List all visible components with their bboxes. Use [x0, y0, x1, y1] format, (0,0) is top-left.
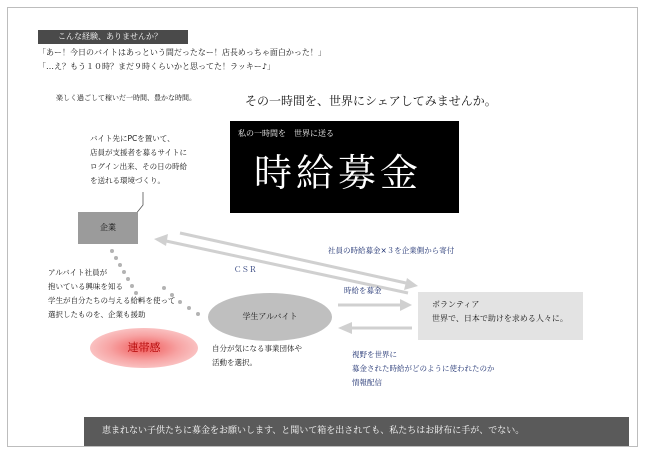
company-node: 企業 [78, 212, 138, 244]
volunteer-title: ボランティア [432, 300, 480, 309]
question-tab: こんな経験、ありませんか？ [38, 30, 188, 44]
note-line: 活動を選択。 [212, 358, 257, 367]
title-main: 時給募金 [254, 151, 423, 195]
slide [7, 7, 638, 447]
company-note [90, 132, 187, 188]
company-donation-label: 社員の時給募金×３を企業側から寄付 [328, 246, 455, 255]
note-line: 視野を世界に [352, 350, 397, 359]
arrow-company-donation [180, 233, 418, 290]
note-line: 選択したものを、企業も援助 [48, 310, 146, 319]
student-node: 学生アルバイト [208, 293, 332, 341]
solidarity-node: 連帯感 [90, 328, 198, 368]
note-line: 募金された時給がどのように使われたのか [352, 364, 495, 373]
volunteer-description: 世界で、日本で助けを求める人々に。 [432, 314, 568, 323]
wage-donation-label: 時給を募金 [344, 286, 382, 295]
report-note [352, 348, 495, 390]
volunteer-node [418, 292, 583, 340]
note-line: 学生が自分たちの与える給料を使って [48, 296, 176, 305]
arrow-report [338, 322, 412, 334]
note-line: を送れる環境づくり。 [90, 176, 165, 185]
arrow-wage-donation [338, 299, 412, 311]
quote-line: 「…え？もう１０時？まだ９時くらいかと思ってた！ラッキー♪」 [38, 62, 275, 71]
note-line: 自分が気になる事業団体や [212, 344, 302, 353]
note-line: 抱いている興味を知る [48, 282, 123, 291]
quote-line: 「あー！今日のバイトはあっという間だったなー！店長めっちゃ面白かった！」 [38, 48, 326, 57]
title-panel [230, 121, 459, 213]
headline: その一時間を、世界にシェアしてみませんか。 [245, 94, 497, 108]
lead-text: 楽しく過ごして稼いだ一時間、豊かな時間。 [56, 94, 196, 102]
note-line: 情報配信 [352, 378, 382, 387]
note-line: 店員が支援者を募るサイトに [90, 148, 187, 157]
title-subtitle: 私の一時間を 世界に送る [238, 129, 334, 138]
note-line: アルバイト社員が [48, 268, 108, 277]
student-interest-note [48, 266, 176, 322]
note-line: ログイン出来、その日の時給 [90, 162, 188, 171]
csr-label: ＣＳＲ [234, 265, 257, 274]
student-choice-note [212, 342, 302, 370]
note-line: バイト先にPCを置いて、 [90, 134, 175, 143]
footer-banner: 恵まれない子供たちに募金をお願いします、と聞いて箱を出されても、私たちはお財布に手が、でない。 [84, 417, 629, 446]
